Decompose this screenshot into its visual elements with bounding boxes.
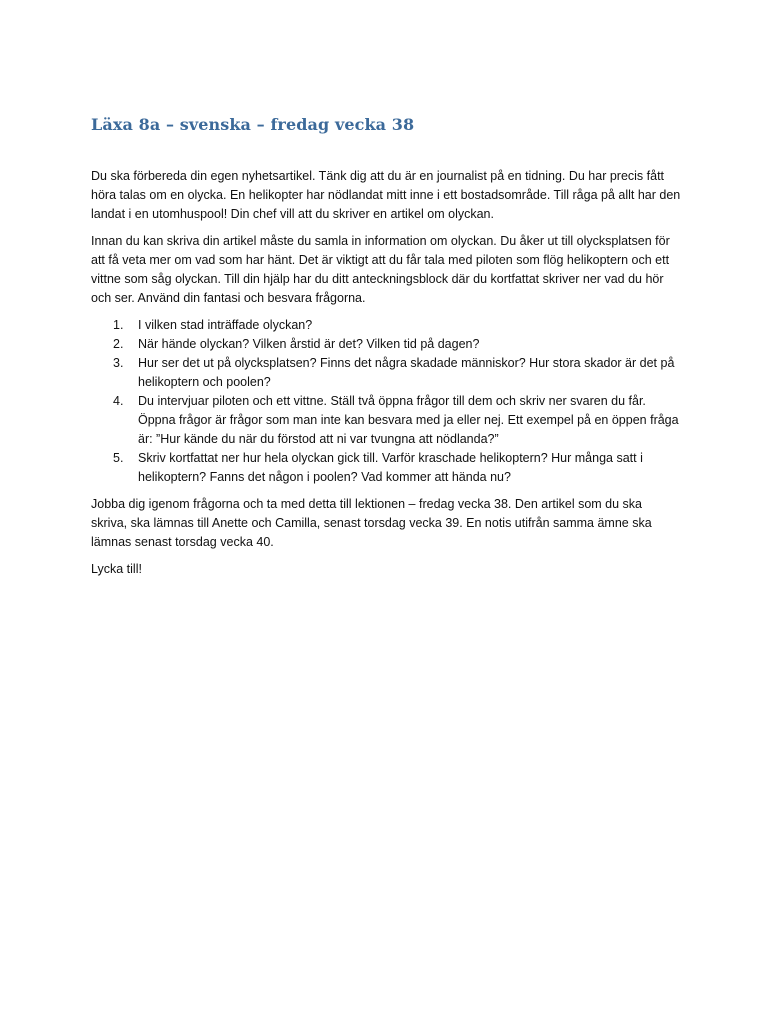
question-item (91, 449, 681, 487)
question-number: 5. (113, 451, 124, 465)
question-text: Skriv kortfattat ner hur hela olyckan gick till. Varför kraschade helikoptern? Hur många satt i helikoptern? Fanns det någon i poolen? Vad kommer att hända nu? (138, 451, 643, 484)
intro-paragraph-1: Du ska förbereda din egen nyhetsartikel. Tänk dig att du är en journalist på en tidning. Du har precis fått höra talas om en olycka. En helikopter har nödlandat mitt inne i ett bostadsområde. Till råga på allt har den landat i en utomhuspool! Din chef vill att du skriver en artikel om olyckan. (91, 169, 681, 221)
question-text: När hände olyckan? Vilken årstid är det? Vilken tid på dagen? (138, 337, 480, 351)
deadline-paragraph: Jobba dig igenom frågorna och ta med detta till lektionen – fredag vecka 38. Den artikel som du ska skriva, ska lämnas till Anette och Camilla, senast torsdag vecka 39. En notis utifrån samma ämne ska lämnas senast torsdag vecka 40. (91, 497, 652, 549)
intro-paragraph-2: Innan du kan skriva din artikel måste du samla in information om olyckan. Du åker ut till olycksplatsen för att få veta mer om vad som har hänt. Det är viktigt att du får tala med piloten som flög helikoptern och ett vittne som såg olyckan. Till din hjälp har du ditt anteckningsblock där du kortfattat skriver ner vad du hör och ser. Använd din fantasi och besvara frågorna. (91, 234, 670, 305)
document-title: Läxa 8a – svenska – fredag vecka 38 (91, 115, 415, 134)
question-number: 4. (113, 394, 124, 408)
question-item (91, 354, 681, 392)
question-text: Hur ser det ut på olycksplatsen? Finns det några skadade människor? Hur stora skador är det på helikoptern och poolen? (138, 356, 675, 389)
question-item (91, 392, 681, 449)
document-body (91, 113, 681, 587)
question-list (91, 316, 681, 487)
question-number: 1. (113, 318, 124, 332)
question-text: I vilken stad inträffade olyckan? (138, 318, 313, 332)
question-number: 3. (113, 356, 124, 370)
question-item (91, 335, 681, 354)
question-text: Du intervjuar piloten och ett vittne. Ställ två öppna frågor till dem och skriv ner svaren du får. Öppna frågor är frågor som man inte kan besvara med ja eller nej. Ett exempel på en öppen fråga är: ”Hur kände du när du förstod att ni var tvungna att nödlanda?” (138, 394, 679, 446)
closing-text: Lycka till! (91, 562, 142, 576)
question-item (91, 316, 681, 335)
question-number: 2. (113, 337, 124, 351)
